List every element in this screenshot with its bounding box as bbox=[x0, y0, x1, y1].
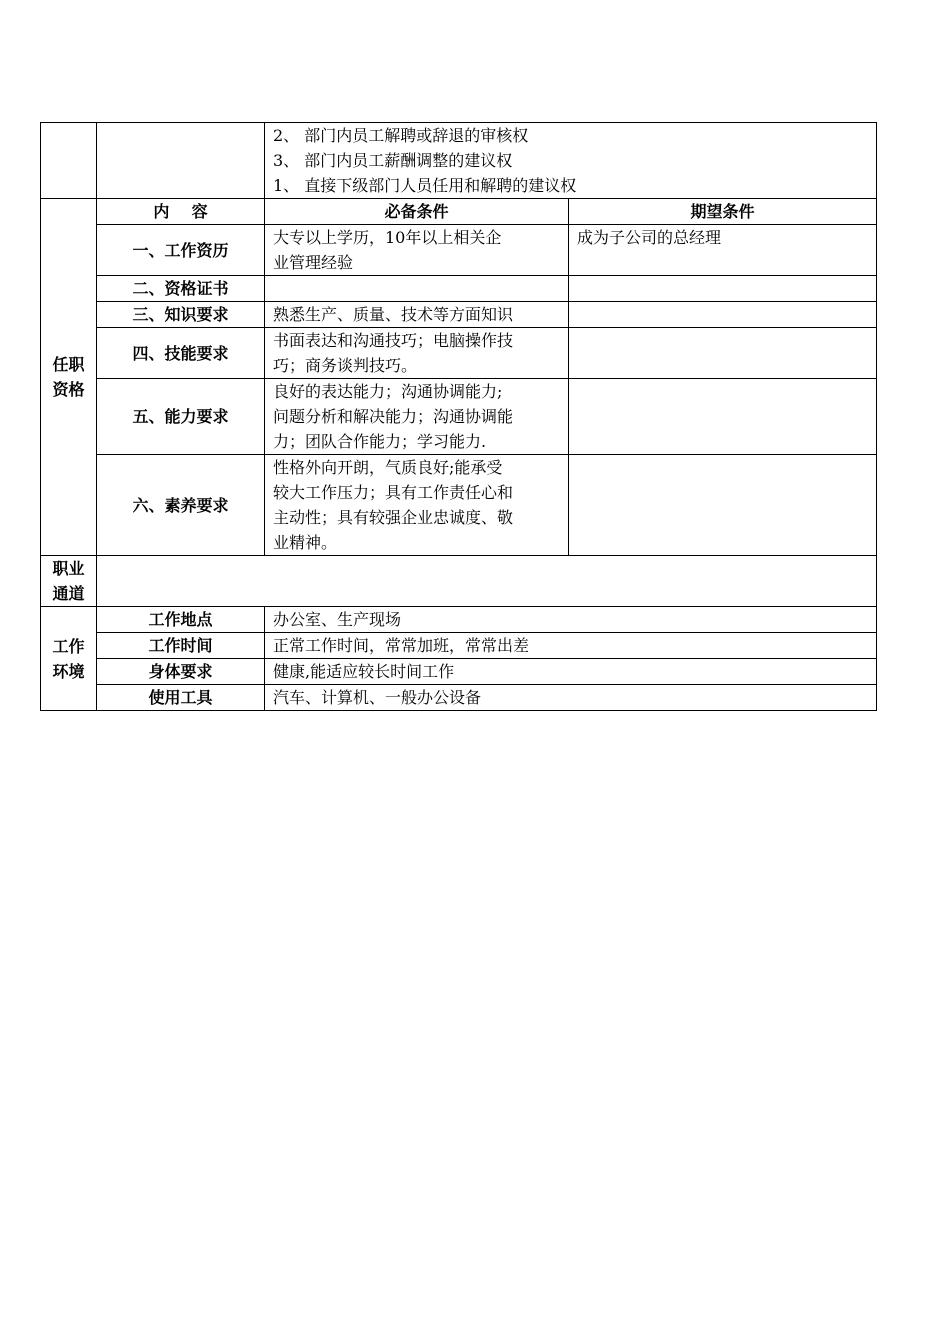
qualification-row-skills bbox=[41, 328, 877, 379]
environment-value: 正常工作时间，常常加班，常常出差 bbox=[265, 633, 877, 659]
authority-line: 1、 直接下级部门人员任用和解聘的建议权 bbox=[273, 176, 577, 195]
qualification-expected bbox=[569, 302, 877, 328]
qualification-item: 一、工作资历 bbox=[97, 225, 265, 276]
environment-row-tools bbox=[41, 685, 877, 711]
authority-item-cell bbox=[97, 123, 265, 199]
qualification-row-qualities bbox=[41, 455, 877, 556]
qualification-item: 五、能力要求 bbox=[97, 379, 265, 455]
qualification-required: 大专以上学历，10年以上相关企 业管理经验 bbox=[265, 225, 569, 276]
environment-row-physical bbox=[41, 659, 877, 685]
environment-value: 办公室、生产现场 bbox=[265, 607, 877, 633]
qualification-row-certificates bbox=[41, 276, 877, 302]
career-path-value bbox=[97, 556, 877, 607]
qualification-item: 四、技能要求 bbox=[97, 328, 265, 379]
environment-section-label: 工作 环境 bbox=[41, 607, 97, 711]
qualifications-section-label: 任职 资格 bbox=[41, 199, 97, 556]
qualification-item: 三、知识要求 bbox=[97, 302, 265, 328]
header-expected: 期望条件 bbox=[569, 199, 877, 225]
header-required: 必备条件 bbox=[265, 199, 569, 225]
qualification-expected: 成为子公司的总经理 bbox=[569, 225, 877, 276]
qualification-required: 熟悉生产、质量、技术等方面知识 bbox=[265, 302, 569, 328]
authority-line: 3、 部门内员工薪酬调整的建议权 bbox=[273, 151, 513, 170]
qualification-row-experience bbox=[41, 225, 877, 276]
qualification-expected bbox=[569, 328, 877, 379]
qualification-required: 良好的表达能力；沟通协调能力; 问题分析和解决能力；沟通协调能 力；团队合作能力；学习能力. bbox=[265, 379, 569, 455]
qualification-required bbox=[265, 276, 569, 302]
environment-item: 使用工具 bbox=[97, 685, 265, 711]
qualifications-header-row bbox=[41, 199, 877, 225]
career-path-row bbox=[41, 556, 877, 607]
career-path-label: 职业 通道 bbox=[41, 556, 97, 607]
qualification-expected bbox=[569, 455, 877, 556]
qualification-expected bbox=[569, 379, 877, 455]
qualification-row-knowledge bbox=[41, 302, 877, 328]
environment-row-hours bbox=[41, 633, 877, 659]
environment-value: 健康,能适应较长时间工作 bbox=[265, 659, 877, 685]
authority-content-cell bbox=[265, 123, 877, 199]
environment-item: 工作时间 bbox=[97, 633, 265, 659]
authority-label-cell bbox=[41, 123, 97, 199]
header-content: 内 容 bbox=[97, 199, 265, 225]
qualification-expected bbox=[569, 276, 877, 302]
qualification-required: 性格外向开朗，气质良好;能承受 较大工作压力；具有工作责任心和 主动性；具有较强企业忠诚度、敬 业精神。 bbox=[265, 455, 569, 556]
environment-item: 工作地点 bbox=[97, 607, 265, 633]
job-description-table bbox=[40, 122, 877, 711]
environment-item: 身体要求 bbox=[97, 659, 265, 685]
qualification-item: 二、资格证书 bbox=[97, 276, 265, 302]
authority-line: 2、 部门内员工解聘或辞退的审核权 bbox=[273, 126, 529, 145]
qualification-item: 六、素养要求 bbox=[97, 455, 265, 556]
qualification-required: 书面表达和沟通技巧；电脑操作技 巧；商务谈判技巧。 bbox=[265, 328, 569, 379]
environment-row-location bbox=[41, 607, 877, 633]
environment-value: 汽车、计算机、一般办公设备 bbox=[265, 685, 877, 711]
qualification-row-abilities bbox=[41, 379, 877, 455]
authority-row bbox=[41, 123, 877, 199]
